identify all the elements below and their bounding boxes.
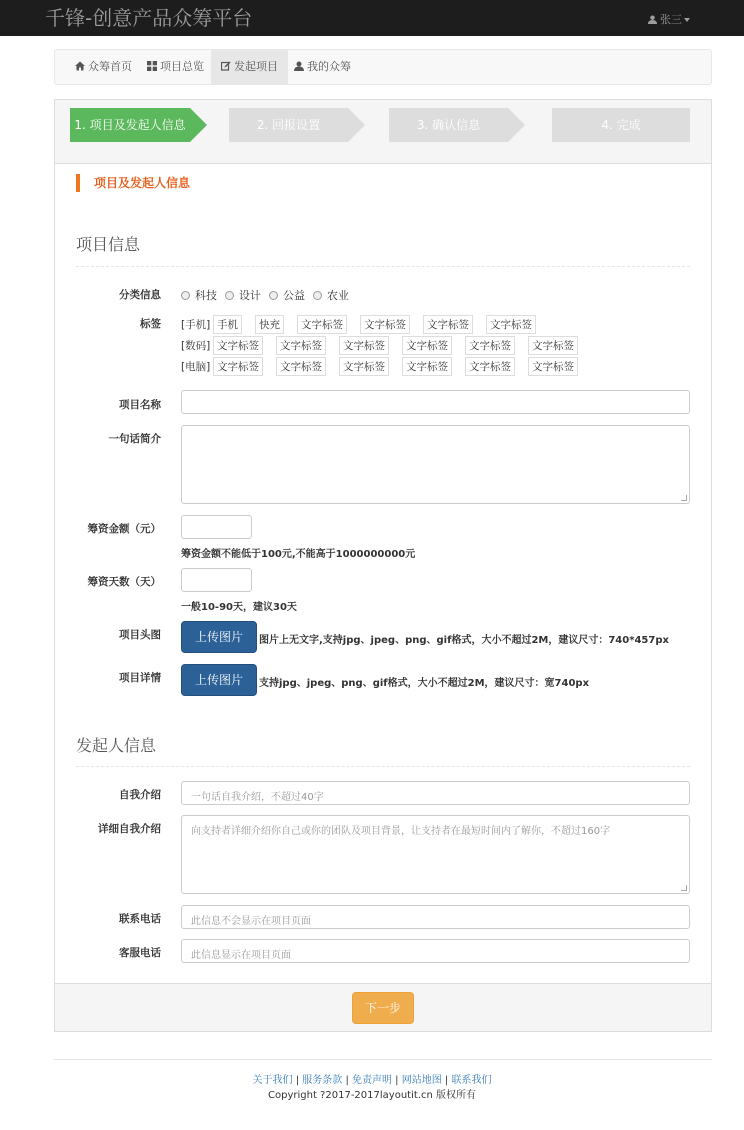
tag-category: [数码] — [181, 340, 211, 352]
footer-link-sitemap[interactable]: 网站地图 — [401, 1075, 442, 1086]
radio-circle — [225, 291, 234, 300]
tag-chip[interactable]: 文字标签 — [402, 357, 452, 376]
tag-category: [电脑] — [181, 361, 211, 373]
chevron-down-icon — [684, 18, 690, 22]
nav-item-label: 我的众筹 — [307, 60, 351, 73]
amount-input[interactable] — [181, 515, 252, 539]
project-name-label: 项目名称 — [119, 399, 161, 411]
top-navbar — [0, 0, 744, 36]
form-panel — [54, 99, 712, 1032]
radio-circle — [269, 291, 278, 300]
step-label: 3. 确认信息 — [416, 118, 481, 132]
category-label: 分类信息 — [119, 289, 161, 301]
category-radio-design[interactable] — [225, 287, 261, 303]
resize-grip[interactable] — [681, 885, 687, 891]
project-name-input[interactable] — [181, 390, 690, 414]
days-label: 筹资天数（天） — [87, 576, 161, 588]
step-2 — [229, 108, 348, 142]
tag-chip[interactable]: 文字标签 — [486, 315, 536, 334]
tag-row-computer — [181, 357, 591, 376]
tag-chip[interactable]: 文字标签 — [360, 315, 410, 334]
nav-item-home[interactable] — [65, 50, 142, 84]
sponsor-info-title: 发起人信息 — [76, 736, 157, 755]
upload-detail-image-button[interactable]: 上传图片 — [181, 664, 257, 696]
category-radio-agriculture[interactable] — [313, 287, 349, 303]
project-info-title: 项目信息 — [76, 235, 141, 254]
radio-label: 公益 — [283, 289, 305, 302]
footer-links: 关于我们 | 服务条款 | 免责声明 | 网站地图 | 联系我们 — [252, 1075, 492, 1086]
head-image-label: 项目头图 — [119, 629, 161, 641]
copyright-text: Copyright ?2017-2017layoutit.cn 版权所有 — [268, 1090, 476, 1101]
service-phone-label: 客服电话 — [119, 947, 161, 959]
nav-item-my-crowdfunding[interactable] — [284, 50, 361, 84]
amount-hint: 筹资金额不能低于100元,不能高于1000000000元 — [181, 549, 416, 560]
category-radio-tech[interactable] — [181, 287, 217, 303]
tag-chip[interactable]: 快充 — [255, 315, 284, 334]
step-1 — [70, 108, 190, 142]
radio-circle — [313, 291, 322, 300]
tag-chip[interactable]: 文字标签 — [276, 336, 326, 355]
upload-head-image-button[interactable]: 上传图片 — [181, 621, 257, 653]
user-menu[interactable] — [648, 11, 690, 27]
category-radio-group — [181, 287, 357, 303]
intro-label: 一句话简介 — [108, 433, 161, 445]
user-icon — [294, 61, 304, 71]
step-arrow — [348, 108, 365, 142]
self-intro-input[interactable]: 一句话自我介绍，不超过40字 — [181, 781, 690, 805]
edit-icon — [221, 61, 231, 71]
step-3 — [389, 108, 508, 142]
step-label: 4. 完成 — [601, 118, 641, 132]
tag-chip[interactable]: 文字标签 — [297, 315, 347, 334]
tag-chip[interactable]: 文字标签 — [465, 357, 515, 376]
self-intro-label: 自我介绍 — [119, 789, 161, 801]
tag-chip[interactable]: 文字标签 — [423, 315, 473, 334]
tag-row-phone — [181, 315, 549, 334]
footer-link-disclaimer[interactable]: 免责声明 — [352, 1075, 392, 1086]
section-heading: 项目及发起人信息 — [76, 174, 190, 192]
amount-label: 筹资金额（元） — [87, 523, 161, 535]
grid-icon — [147, 61, 157, 71]
service-phone-input[interactable]: 此信息显示在项目页面 — [181, 939, 690, 963]
head-image-hint: 图片上无文字,支持jpg、jpeg、png、gif格式，大小不超过2M，建议尺寸：740*457px — [259, 635, 669, 646]
detail-intro-placeholder: 向支持者详细介绍你自己或你的团队及项目背景，让支持者在最短时间内了解你，不超过160字 — [191, 826, 611, 837]
tag-chip[interactable]: 文字标签 — [213, 336, 263, 355]
tag-chip[interactable]: 文字标签 — [276, 357, 326, 376]
step-4 — [552, 108, 690, 142]
footer-link-terms[interactable]: 服务条款 — [302, 1075, 343, 1086]
detail-image-hint: 支持jpg、jpeg、png、gif格式，大小不超过2M，建议尺寸：宽740px — [259, 678, 590, 689]
tag-chip[interactable]: 手机 — [213, 315, 242, 334]
tags-label: 标签 — [140, 318, 161, 330]
step-arrow — [190, 108, 207, 142]
nav-item-launch[interactable] — [211, 50, 288, 84]
tag-chip[interactable]: 文字标签 — [339, 336, 389, 355]
footer-link-contact[interactable]: 联系我们 — [451, 1075, 492, 1086]
detail-intro-textarea[interactable] — [181, 815, 690, 894]
resize-grip[interactable] — [681, 495, 687, 501]
footer-link-about[interactable]: 关于我们 — [252, 1075, 293, 1086]
tag-chip[interactable]: 文字标签 — [528, 336, 578, 355]
step-label: 1. 项目及发起人信息 — [74, 118, 186, 132]
sub-navigation — [54, 49, 712, 85]
tag-chip[interactable]: 文字标签 — [213, 357, 263, 376]
radio-circle — [181, 291, 190, 300]
step-progress — [55, 100, 711, 164]
radio-label: 科技 — [195, 289, 217, 302]
intro-textarea[interactable] — [181, 425, 690, 504]
detail-intro-label: 详细自我介绍 — [98, 823, 161, 835]
next-step-button[interactable]: 下一步 — [352, 992, 414, 1024]
category-radio-charity[interactable] — [269, 287, 305, 303]
radio-label: 设计 — [239, 289, 261, 302]
user-name: 张三 — [660, 13, 682, 26]
user-icon — [648, 15, 657, 24]
phone-label: 联系电话 — [119, 913, 161, 925]
tag-chip[interactable]: 文字标签 — [528, 357, 578, 376]
step-arrow — [508, 108, 525, 142]
footer-divider — [54, 1059, 712, 1060]
nav-item-overview[interactable] — [137, 50, 214, 84]
tag-chip[interactable]: 文字标签 — [402, 336, 452, 355]
tag-category: [手机] — [181, 319, 211, 331]
form-footer — [55, 983, 711, 1031]
days-hint: 一般10-90天，建议30天 — [181, 602, 297, 613]
divider — [76, 266, 690, 267]
nav-item-label: 发起项目 — [234, 60, 278, 73]
nav-item-label: 众筹首页 — [88, 60, 132, 73]
tag-chip[interactable]: 文字标签 — [465, 336, 515, 355]
brand-title[interactable]: 千锋-创意产品众筹平台 — [45, 6, 253, 30]
tag-chip[interactable]: 文字标签 — [339, 357, 389, 376]
detail-image-label: 项目详情 — [119, 672, 161, 684]
radio-label: 农业 — [327, 289, 349, 302]
nav-item-label: 项目总览 — [160, 60, 204, 73]
home-icon — [75, 61, 85, 71]
step-label: 2. 回报设置 — [256, 118, 321, 132]
divider — [76, 766, 690, 767]
tag-row-digital — [181, 336, 591, 355]
days-input[interactable] — [181, 568, 252, 592]
phone-input[interactable]: 此信息不会显示在项目页面 — [181, 905, 690, 929]
